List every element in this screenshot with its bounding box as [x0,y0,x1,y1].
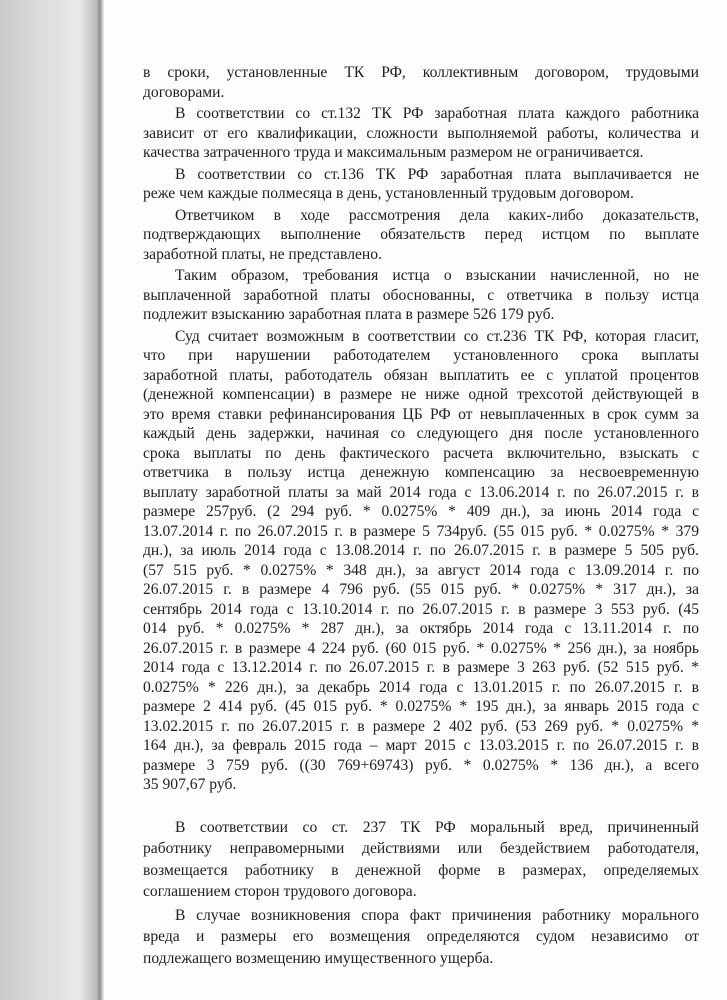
text-line: размере 257руб. (2 294 руб. * 0.0275% * 409 дн.), за июнь 2014 года с [143,503,699,520]
text-line: каждый день задержки, начиная со следующего дня после установленного [143,425,699,442]
text-line: (57 515 руб. * 0.0275% * 348 дн.), за август 2014 года с 13.09.2014 г. по [143,561,699,579]
text-line: в сроки, установленные ТК РФ, коллективным договором, трудовыми [143,64,699,81]
paragraph [143,206,699,265]
text-line: дн.), за июль 2014 года с 13.08.2014 г. по 26.07.2015 г. в размере 5 505 руб. [143,542,699,559]
text-line: договорами. [143,83,225,101]
text-line: В соответствии со ст.136 ТК РФ заработная плата выплачивается не [175,165,699,183]
text-line: что при нарушении работодателем установленного срока выплаты [143,347,699,364]
text-line: В соответствии со ст. 237 ТК РФ моральный вред, причиненный [175,818,699,836]
text-line: 014 руб. * 0.0275% * 287 дн.), за октябрь 2014 года с 13.11.2014 г. по [143,620,699,637]
paragraph [143,165,699,204]
text-line: Таким образом, требования истца о взыскании начисленной, но не [175,267,699,284]
text-line: 13.02.2015 г. по 26.07.2015 г. в размере 2 402 руб. (53 269 руб. * 0.0275% * [143,717,699,735]
text-line: 2014 года с 13.12.2014 г. по 26.07.2015 г. в размере 3 263 руб. (52 515 руб. * [143,659,699,676]
text-line: 35 907,67 руб. [143,776,237,793]
text-line: подтверждающих выполнение обязательств перед истцом по выплате [143,226,699,243]
paragraph [143,817,699,903]
text-line: Ответчиком в ходе рассмотрения дела каких-либо доказательств, [175,206,699,224]
text-line: 26.07.2015 г. в размере 4 796 руб. (55 015 руб. * 0.0275% * 317 дн.), за [143,581,699,598]
text-line: (денежной компенсации) в размере не ниже одной трехсотой действующей в [143,386,699,403]
paragraph [143,905,699,970]
text-line: Суд считает возможным в соответствии со ст.236 ТК РФ, которая гласит, [175,327,699,345]
text-line: 13.07.2014 г. по 26.07.2015 г. в размере 5 734руб. (55 015 руб. * 0.0275% * 379 [143,522,699,540]
paragraph [143,63,699,102]
text-line: размере 2 414 руб. (45 015 руб. * 0.0275% * 195 дн.), за январь 2015 года с [143,698,699,715]
text-line: выплату заработной платы за май 2014 года с 13.06.2014 г. по 26.07.2015 г. в [143,483,699,501]
paragraph [143,327,699,795]
text-line: выплаченной заработной платы обоснованны, с ответчика в пользу истца [143,286,699,304]
text-line: вреда и размеры его возмещения определяются судом независимо от [143,928,699,946]
section-gap [143,797,699,817]
text-line: это время ставки рефинансирования ЦБ РФ от невыплаченных в срок сумм за [143,405,699,423]
text-line: В соответствии со ст.132 ТК РФ заработная плата каждого работника [175,105,699,122]
document-body [143,63,699,972]
text-line: 164 дн.), за февраль 2015 года – март 2015 с 13.03.2015 г. по 26.07.2015 г. в [143,737,699,754]
text-line: заработной платы, не представлено. [143,245,382,263]
text-line: В случае возникновения спора факт причинения работнику морального [175,906,699,924]
text-line: работнику неправомерными действиями или бездействием работодателя, [143,840,699,858]
paragraph [143,104,699,163]
text-line: возмещается работнику в денежной форме в размерах, определяемых [143,861,699,879]
text-line: зависит от его квалификации, сложности выполняемой работы, количества и [143,124,699,142]
text-line: реже чем каждые полмесяца в день, установленный трудовым договором. [143,185,634,202]
text-line: 26.07.2015 г. в размере 4 224 руб. (60 015 руб. * 0.0275% * 256 дн.), за ноябрь [143,639,699,657]
text-line: сентябрь 2014 года с 13.10.2014 г. по 26.07.2015 г. в размере 3 553 руб. (45 [143,600,699,618]
text-line: ответчика в пользу истца денежную компенсацию за несвоевременную [143,464,699,481]
text-line: размере 3 759 руб. ((30 769+69743) руб. * 0.0275% * 136 дн.), а всего [143,756,699,774]
text-line: заработной платы, работодатель обязан выплатить ее с уплатой процентов [143,366,699,384]
text-line: качества затраченного труда и максимальным размером не ограничивается. [143,144,644,161]
text-line: подлежащего возмещению имущественного ущерба. [143,950,494,968]
paragraph [143,266,699,325]
text-line: подлежит взысканию заработная плата в размере 526 179 руб. [143,306,555,323]
text-line: соглашением сторон трудового договора. [143,883,417,901]
text-line: срока выплаты по день фактического расчета включительно, взыскать с [143,444,699,462]
scan-page-edge-shadow [0,0,104,1000]
text-line: 0.0275% * 226 дн.), за декабрь 2014 года с 13.01.2015 г. по 26.07.2015 г. в [143,678,699,696]
